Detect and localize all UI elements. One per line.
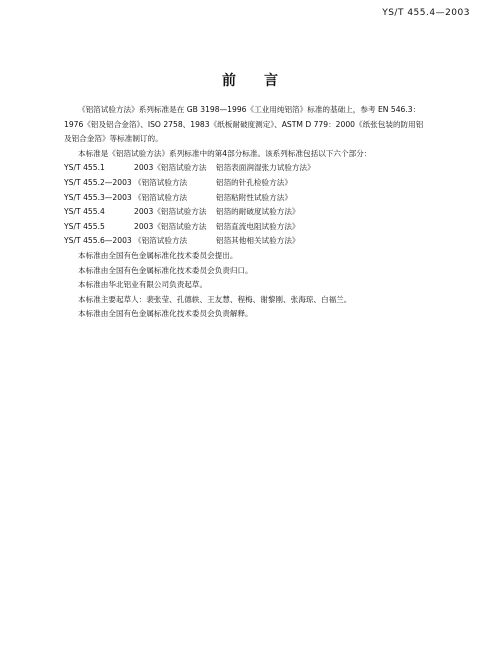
list-item	[64, 176, 474, 191]
part-code: YS/T 455.2—2003	[64, 177, 132, 187]
intro-line: 《铝箔试验方法》系列标准是在 GB 3198—1996《工业用纯铝箔》标准的基础上，参考 EN 546.3：	[78, 105, 421, 114]
part-subtitle: 铝箔粘附性试验方法》	[216, 192, 292, 202]
closing-line: 本标准由华北铝业有限公司负责起草。	[78, 280, 208, 290]
list-item	[64, 205, 474, 220]
part-subtitle: 铝箔表面润湿张力试验方法》	[216, 163, 315, 173]
document-body	[64, 103, 474, 322]
part-subtitle: 铝箔直流电阻试验方法》	[216, 221, 300, 231]
part-title: 2003《铝箔试验方法	[134, 221, 207, 231]
intro-line: 本标准是《铝箔试验方法》系列标准中的第4部分标准。该系列标准包括以下六个部分：	[78, 148, 372, 158]
closing-line: 本标准由全国有色金属标准化技术委员会负责解释。	[78, 309, 253, 319]
closing-line: 本标准由全国有色金属标准化技术委员会负责归口。	[78, 265, 253, 275]
part-title: 《铝箔试验方法	[134, 177, 188, 187]
intro-line: 1976《铝及铝合金箔》、ISO 2758、1983《纸板耐破度测定》、ASTM D 779：2000《纸张包装的防用铝	[64, 119, 424, 129]
list-item	[64, 191, 474, 206]
closing-line: 本标准由全国有色金属标准化技术委员会提出。	[78, 250, 238, 260]
list-item	[64, 234, 474, 249]
part-subtitle: 铝箔的耐破度试验方法》	[216, 207, 300, 217]
part-title: 2003《铝箔试验方法	[134, 163, 207, 173]
part-code: YS/T 455.5	[64, 221, 105, 231]
part-title: 《铝箔试验方法	[134, 236, 188, 246]
part-title: 《铝箔试验方法	[134, 192, 188, 202]
list-item	[64, 220, 474, 235]
standard-code: YS/T 455.4—2003	[382, 8, 470, 18]
part-code: YS/T 455.4	[64, 207, 105, 217]
closing-line: 本标准主要起草人：裴张莹、孔德轶、王友慧、程梅、谢黎刚、张海琼、白福兰。	[78, 294, 352, 304]
part-subtitle: 铝箔其他相关试验方法》	[216, 236, 300, 246]
intro-line: 及铝合金箔》等标准制订的。	[64, 134, 163, 144]
part-subtitle: 铝箔的针孔检验方法》	[216, 177, 292, 187]
part-title: 2003《铝箔试验方法	[134, 207, 207, 217]
page-title: 前言	[222, 73, 306, 89]
parts-list	[64, 161, 474, 249]
part-code: YS/T 455.6—2003	[64, 236, 132, 246]
list-item	[64, 161, 474, 176]
part-code: YS/T 455.1	[64, 163, 105, 173]
part-code: YS/T 455.3—2003	[64, 192, 132, 202]
